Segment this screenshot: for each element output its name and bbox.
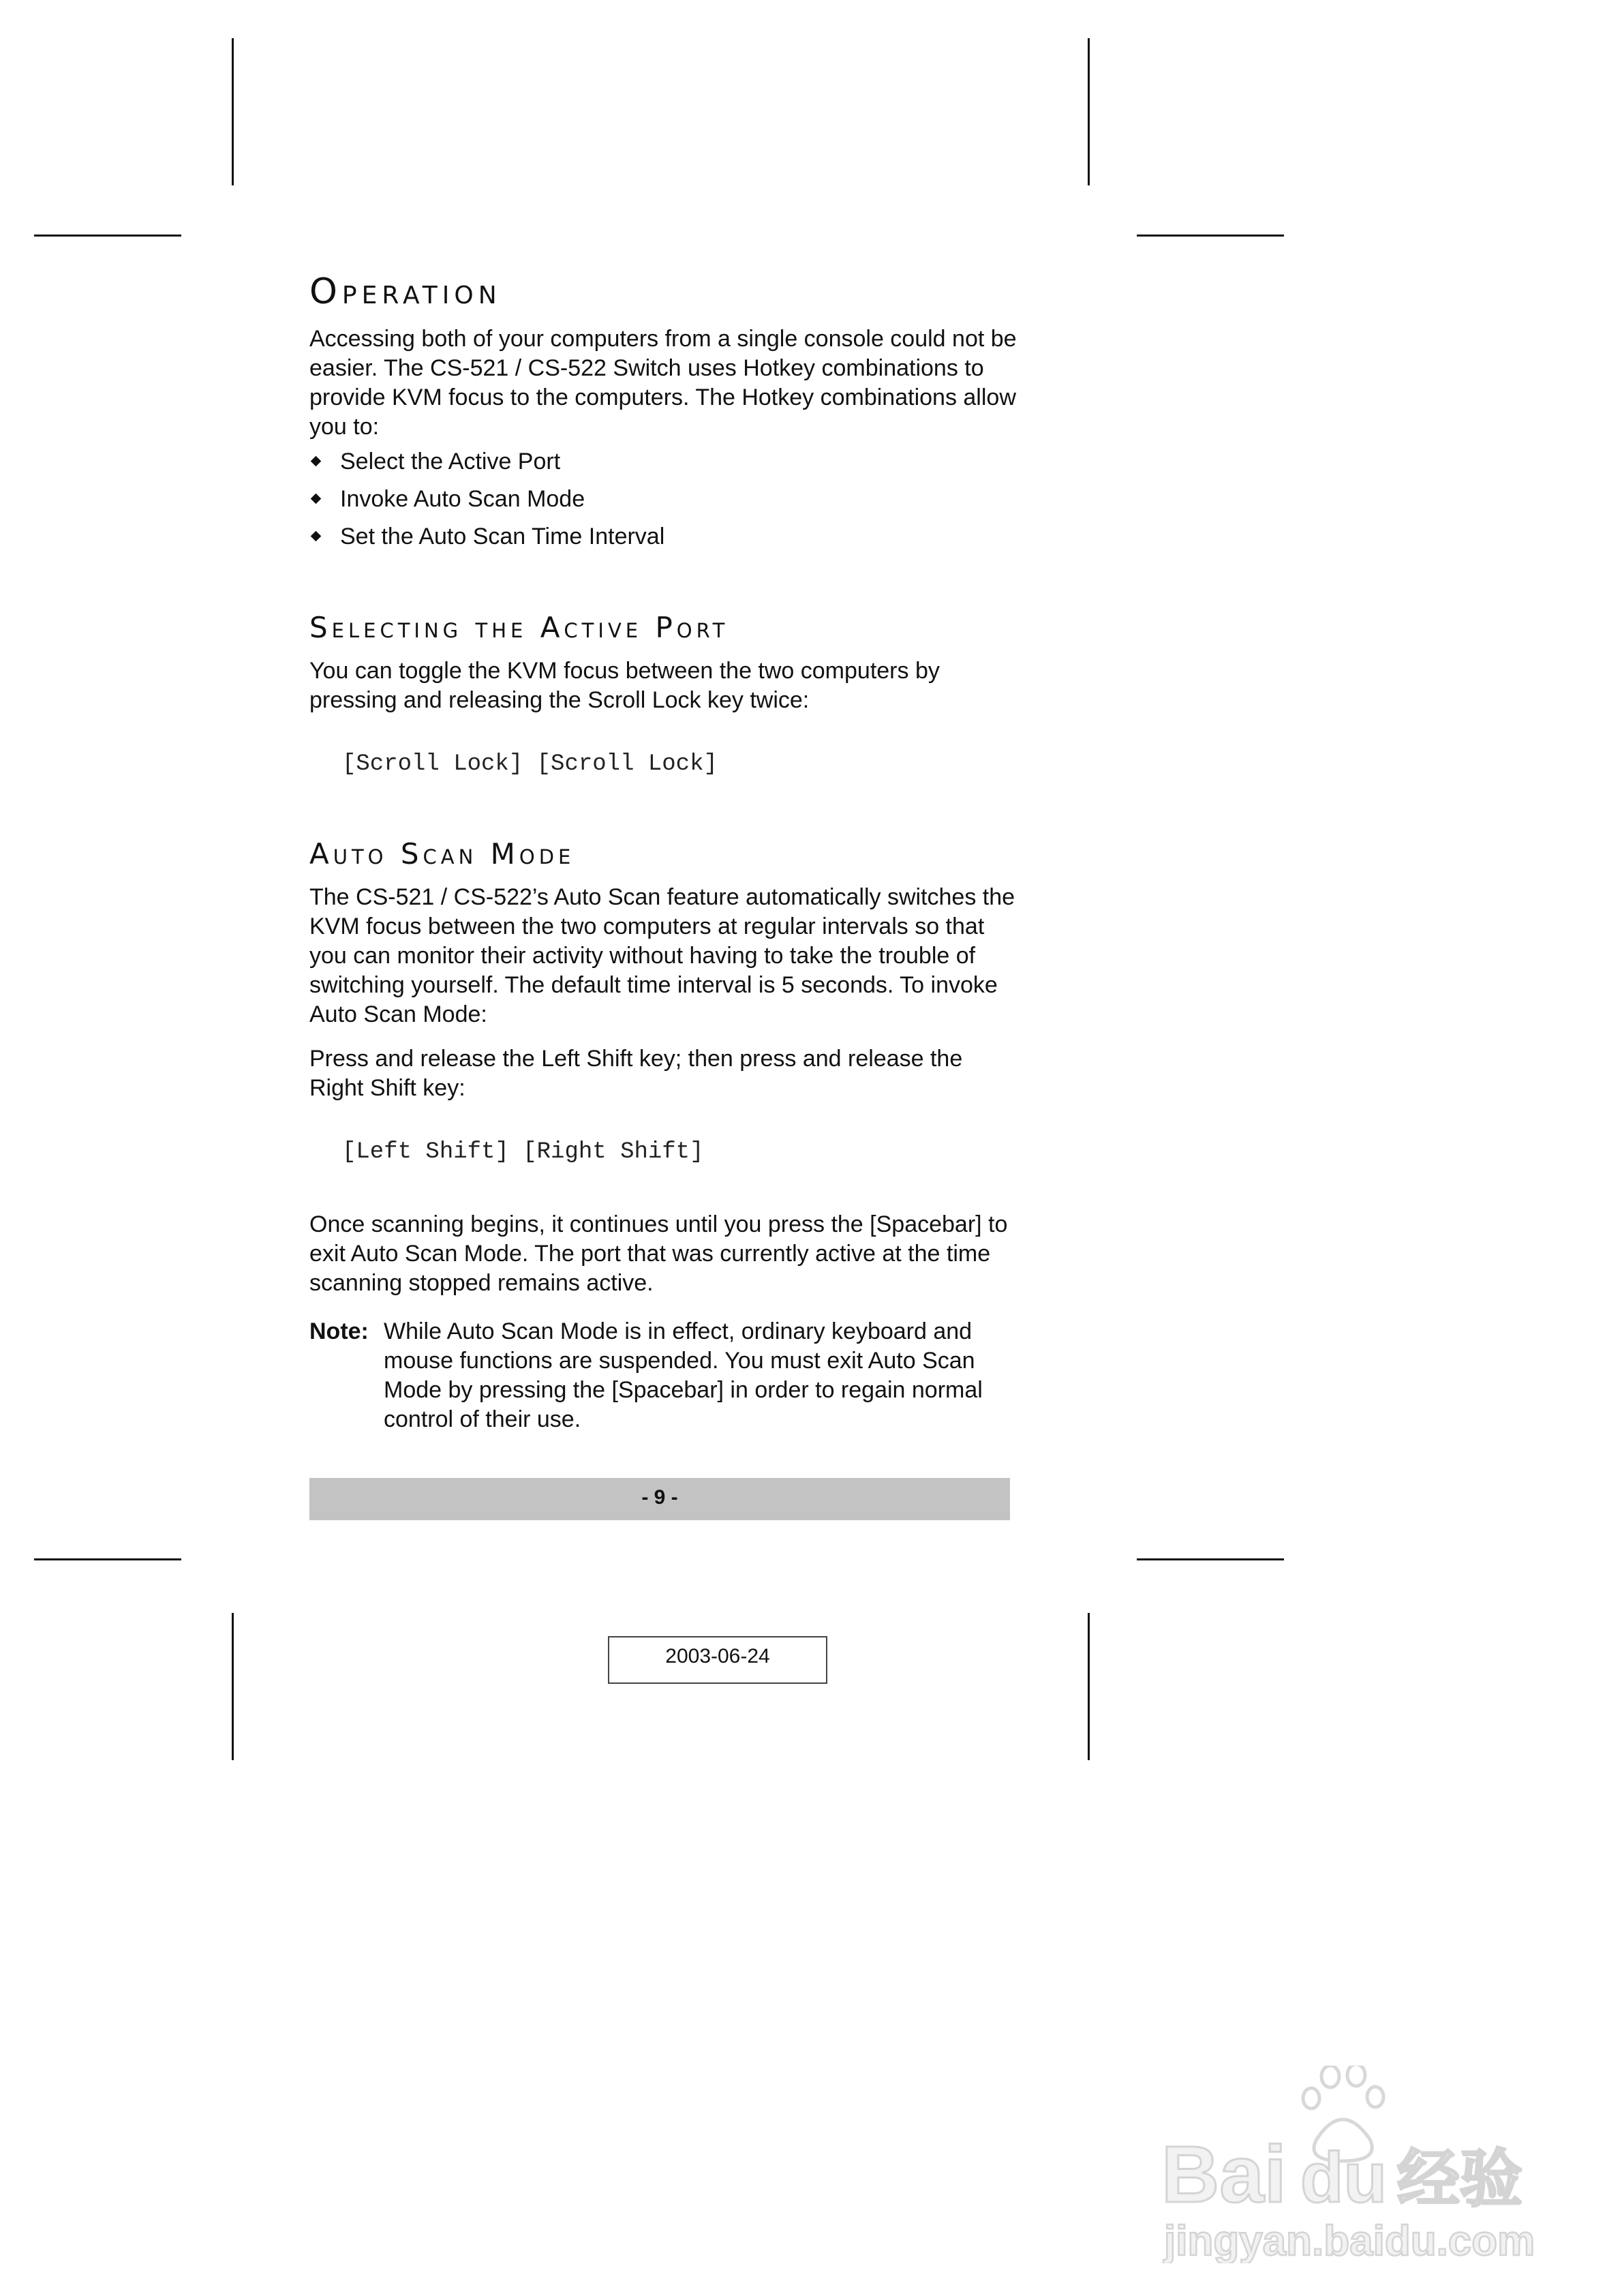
diamond-bullet-icon [311,494,322,504]
crop-mark-top-right [1088,38,1090,185]
crop-mark-bottom-right [1088,1613,1090,1760]
watermark-brand-suffix-text: du [1300,2139,1388,2218]
baidu-jingyan-watermark-logo [1159,2066,1540,2263]
auto-scan-exit-text: Once scanning begins, it continues until you press the [Spacebar] to exit Auto Scan Mode. The port that was currently active at the time scanning stopped remains active. [309,1211,1008,1296]
note-label: Note: [309,1318,369,1344]
watermark-url-text: jingyan.baidu.com [1164,2218,1535,2263]
diamond-bullet-icon [311,531,322,542]
hotkey-feature-list [309,447,664,560]
section-title-operation: Operation [309,271,502,312]
page-footer-bar [309,1478,1010,1520]
auto-scan-description: The CS-521 / CS-522’s Auto Scan feature automatically switches the KVM focus between the two computers at regular intervals so that you can monitor their activity without having to take the trouble of switching yourself. The default time interval is 5 seconds. To invoke Auto Scan Mode: [309,884,1015,1027]
auto-scan-instruction: Press and release the Left Shift key; then press and release the Right Shift key: [309,1046,963,1101]
crop-mark-right-lower [1137,1558,1284,1560]
list-item-label: Invoke Auto Scan Mode [340,486,585,512]
crop-mark-left-upper [34,235,181,237]
crop-mark-bottom-left [232,1613,234,1760]
watermark-brand-text: Bai [1161,2130,1287,2220]
watermark-cn-text: 经验 [1397,2143,1523,2216]
list-item [309,447,664,485]
section-title-selecting-active-port: Selecting the Active Port [309,611,729,644]
selecting-text: You can toggle the KVM focus between the two computers by pressing and releasing the Scroll Lock key twice: [309,658,940,713]
crop-mark-left-lower [34,1558,181,1560]
list-item [309,522,664,560]
crop-mark-top-left [232,38,234,185]
list-item-label: Select the Active Port [340,449,561,474]
shift-hotkey: [Left Shift] [Right Shift] [342,1139,704,1165]
scroll-lock-hotkey: [Scroll Lock] [Scroll Lock] [342,751,718,777]
section-title-auto-scan-mode: Auto Scan Mode [309,837,575,871]
crop-mark-right-upper [1137,235,1284,237]
date-stamp: 2003-06-24 [608,1636,827,1684]
page-number: - 9 - [641,1486,678,1509]
list-item-label: Set the Auto Scan Time Interval [340,524,665,549]
diamond-bullet-icon [311,456,322,467]
list-item [309,485,664,522]
note-text: While Auto Scan Mode is in effect, ordinary keyboard and mouse functions are suspended. You must exit Auto Scan Mode by pressing the [Spacebar] in order to regain normal control of their use. [384,1318,983,1432]
operation-intro: Accessing both of your computers from a single console could not be easier. The CS-521 / CS-522 Switch uses Hotkey combinations to provide KVM focus to the computers. The Hotkey combinations allow you to: [309,326,1017,440]
